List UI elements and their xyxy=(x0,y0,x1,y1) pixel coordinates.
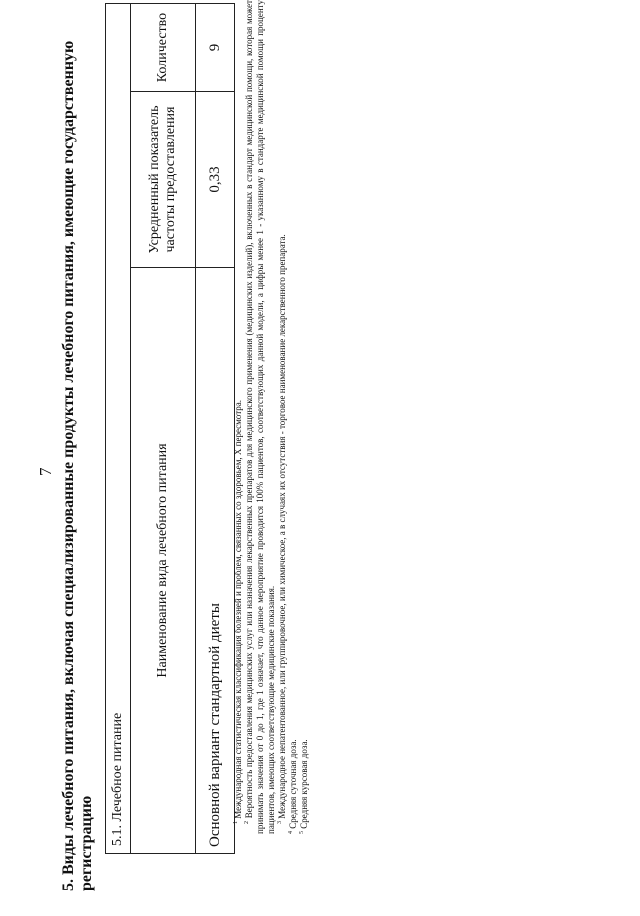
section-title: 5. Виды лечебного питания, включая специализированные продукты лечебного питания, имеющие государственную регистрацию xyxy=(60,40,95,891)
table-header-row xyxy=(131,4,196,854)
footnote-1 xyxy=(233,0,244,834)
header-name: Наименование вида лечебного питания xyxy=(131,268,196,854)
cell-frequency: 0,33 xyxy=(196,92,235,268)
table-row xyxy=(196,4,235,854)
footnote-text: Средняя курсовая доза. xyxy=(299,739,309,831)
table-group-title: 5.1. Лечебное питание xyxy=(106,4,131,854)
footnote-3 xyxy=(277,0,288,834)
footnote-text: Международное непатентованное, или группировочное, или химическое, а в случаях их отсутствия - торговое наименование лекарственного препарата. xyxy=(277,234,287,821)
footnote-4 xyxy=(288,0,299,834)
footnote-2 xyxy=(244,0,277,834)
footnote-mark: 2 xyxy=(244,821,250,824)
footnote-mark: 5 xyxy=(299,831,305,834)
footnote-text: Международная статистическая классификация болезней и проблем, связанных со здоровьем, X пересмотра. xyxy=(233,399,243,821)
header-frequency: Усредненный показатель частоты предоставления xyxy=(131,92,196,268)
header-quantity: Количество xyxy=(131,4,196,92)
diet-table xyxy=(105,3,235,854)
footnote-text: Вероятность предоставления медицинских услуг или назначения лекарственных препаратов для медицинского применения (медицинских изделий), включенных в стандарт медицинской помощи, которая может принимать значения от 0 до 1, где 1 означает, что данное мероприятие проводится 100% пациентов, соответствующих данной модели, а цифры менее 1 - указанному в стандарте медицинской помощи проценту пациентов, имеющих соответствующие медицинские показания. xyxy=(244,0,276,834)
footnote-mark: 3 xyxy=(277,821,283,824)
footnote-mark: 1 xyxy=(233,821,239,824)
cell-quantity: 9 xyxy=(196,4,235,92)
cell-name: Основной вариант стандартной диеты xyxy=(196,268,235,854)
page-number: 7 xyxy=(36,467,55,476)
footnote-mark: 4 xyxy=(288,831,294,834)
footnote-5 xyxy=(299,0,310,834)
table-group-row xyxy=(106,4,131,854)
footnotes xyxy=(233,0,310,834)
footnote-text: Средняя суточная доза. xyxy=(288,739,298,831)
